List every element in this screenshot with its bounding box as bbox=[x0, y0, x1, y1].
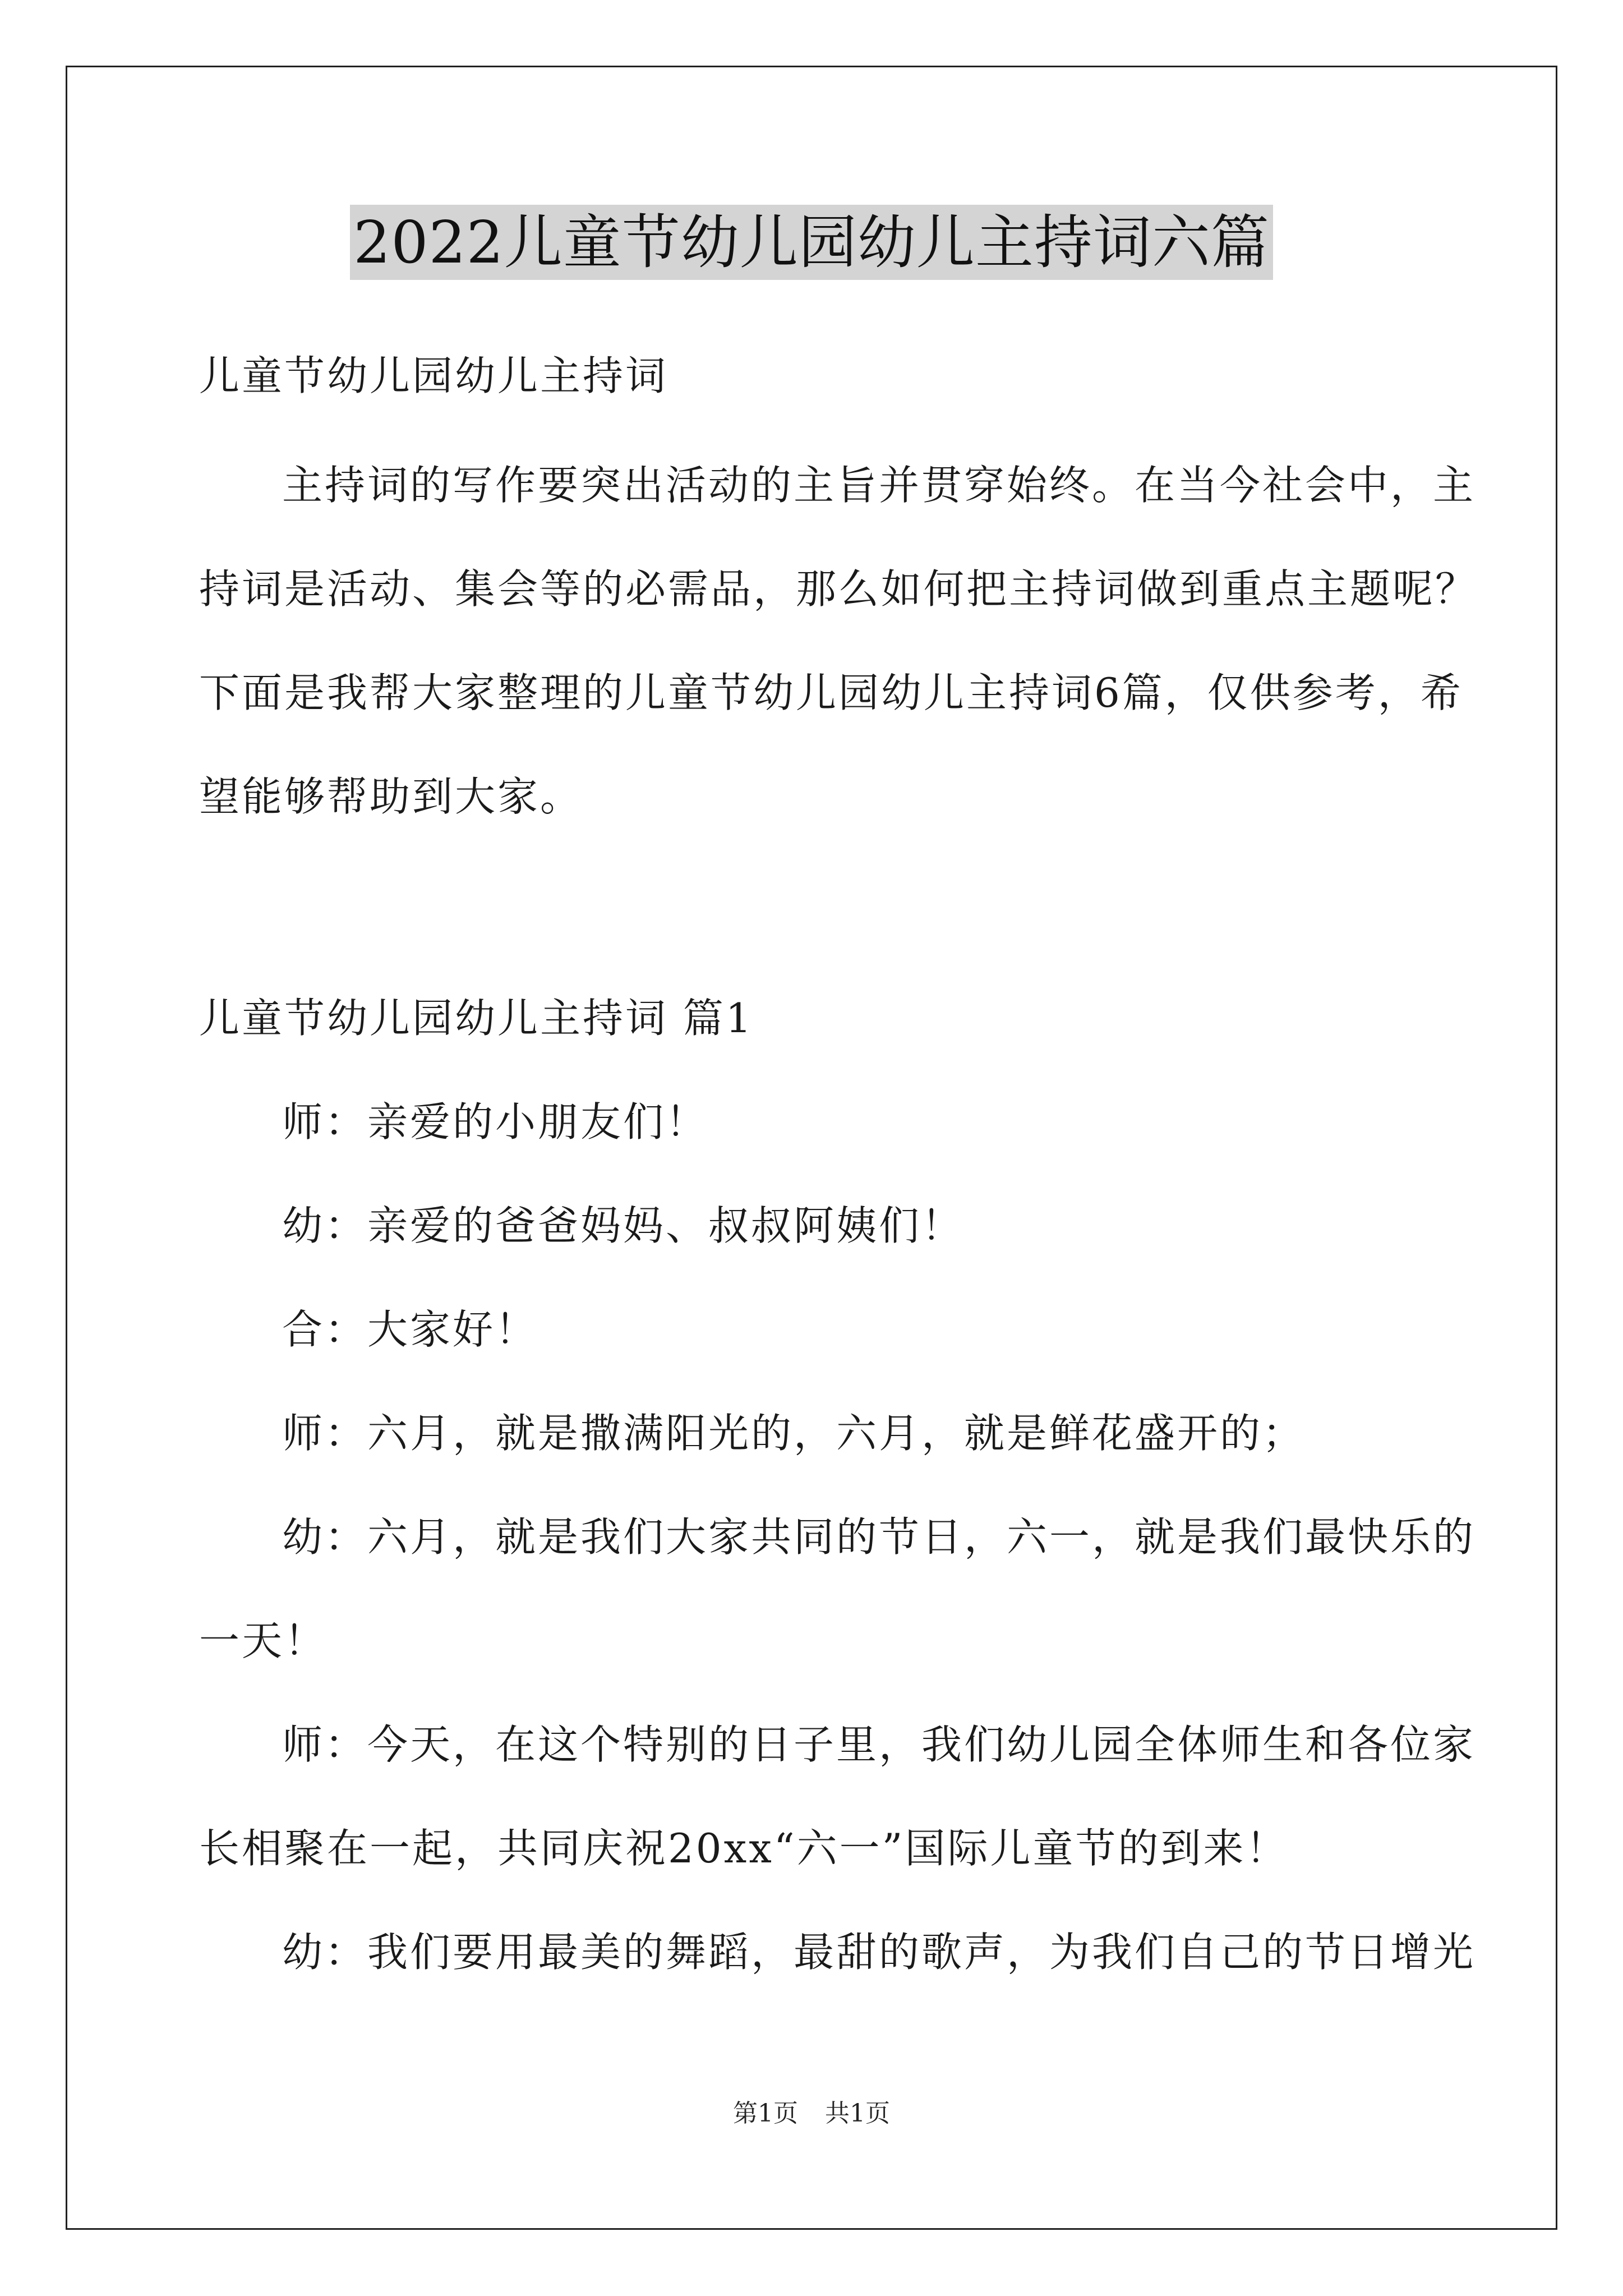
document-title: 2022儿童节幼儿园幼儿主持词六篇 bbox=[350, 205, 1273, 280]
page-number: 第1页 bbox=[733, 2099, 798, 2128]
paragraph-today-line-2: 长相聚在一起，共同庆祝20xx“六一”国际儿童节的到来！ bbox=[199, 1825, 1289, 1872]
paragraph-together-greeting: 合：大家好！ bbox=[282, 1306, 538, 1353]
paragraph-today-line-1: 师：今天，在这个特别的日子里，我们幼儿园全体师生和各位家 bbox=[282, 1721, 1476, 1768]
section-heading: 儿童节幼儿园幼儿主持词 篇1 bbox=[199, 995, 754, 1042]
title-container bbox=[0, 205, 1623, 280]
page-footer bbox=[0, 2098, 1623, 2129]
paragraph-june-child-line-2: 一天！ bbox=[199, 1617, 328, 1664]
intro-line-1: 主持词的写作要突出活动的主旨并贯穿始终。在当今社会中，主 bbox=[282, 462, 1476, 509]
intro-line-2: 持词是活动、集会等的必需品，那么如何把主持词做到重点主题呢？ bbox=[199, 565, 1478, 613]
document-subtitle: 儿童节幼儿园幼儿主持词 bbox=[199, 352, 668, 399]
paragraph-june-teacher: 师：六月，就是撒满阳光的，六月，就是鲜花盛开的； bbox=[282, 1410, 1306, 1457]
paragraph-teacher-greeting: 师：亲爱的小朋友们！ bbox=[282, 1098, 709, 1145]
paragraph-june-child-line-1: 幼：六月，就是我们大家共同的节日，六一，就是我们最快乐的 bbox=[282, 1513, 1476, 1561]
intro-line-3: 下面是我帮大家整理的儿童节幼儿园幼儿主持词6篇，仅供参考，希 bbox=[199, 669, 1463, 716]
page-total: 共1页 bbox=[825, 2099, 890, 2128]
paragraph-dance-line-1: 幼：我们要用最美的舞蹈，最甜的歌声，为我们自己的节日增光 bbox=[282, 1929, 1476, 1976]
intro-line-4: 望能够帮助到大家。 bbox=[199, 773, 583, 820]
paragraph-child-greeting: 幼：亲爱的爸爸妈妈、叔叔阿姨们！ bbox=[282, 1202, 965, 1249]
